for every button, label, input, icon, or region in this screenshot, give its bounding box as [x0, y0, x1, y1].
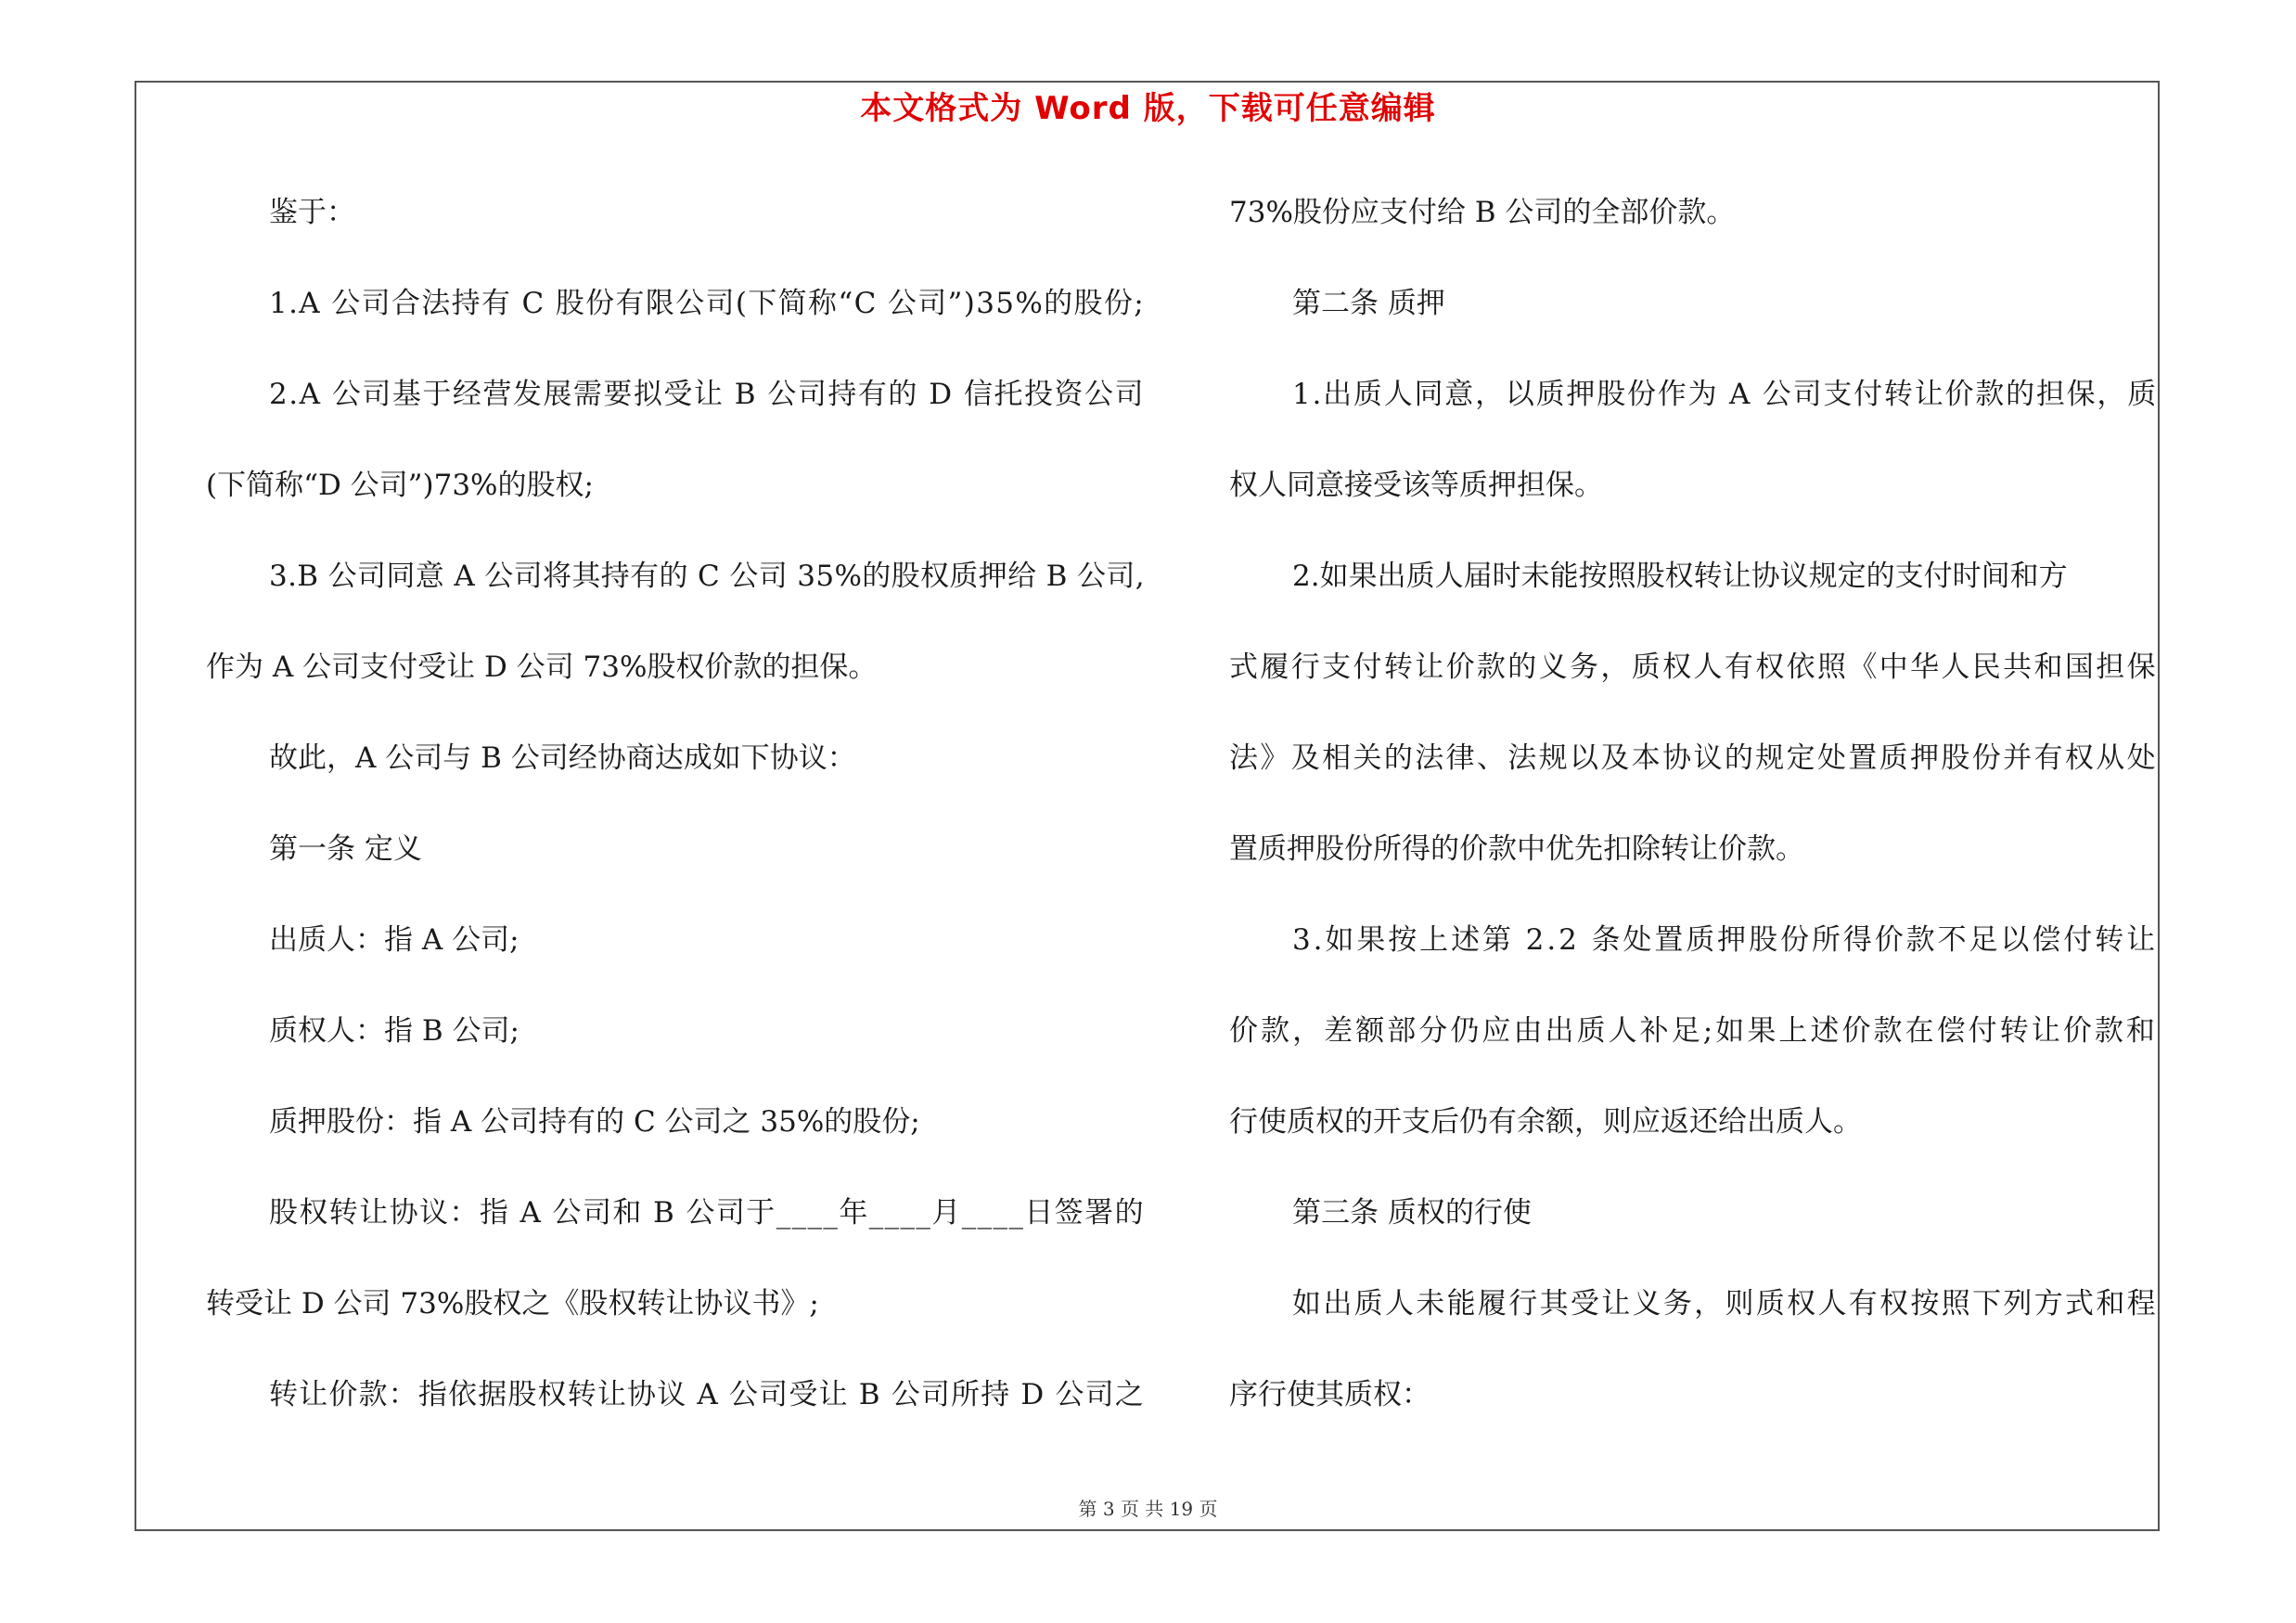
text-line: 股权转让协议：指 A 公司和 B 公司于____年____月____日签署的 — [269, 1196, 1145, 1230]
text-line: 1.出质人同意，以质押股份作为 A 公司支付转让价款的担保，质 — [1292, 378, 2158, 411]
right-text-column — [1229, 185, 2158, 1458]
text-line: 1.A 公司合法持有 C 股份有限公司(下简称“C 公司”)35%的股份; — [269, 287, 1145, 320]
text-line: 转受让 D 公司 73%股权之《股权转让协议书》; — [206, 1287, 819, 1320]
format-notice-banner: 本文格式为 Word 版，下载可任意编辑 — [860, 90, 1436, 127]
text-line: 第一条 定义 — [269, 832, 422, 866]
text-line: 2.A 公司基于经营发展需要拟受让 B 公司持有的 D 信托投资公司 — [269, 378, 1145, 411]
text-line: 置质押股份所得的价款中优先扣除转让价款。 — [1229, 832, 1804, 866]
text-line: 第二条 质押 — [1292, 287, 1445, 320]
text-line: 权人同意接受该等质押担保。 — [1229, 469, 1603, 502]
left-text-column — [206, 185, 1145, 1458]
text-line: 故此，A 公司与 B 公司经协商达成如下协议： — [269, 741, 856, 775]
text-line: 出质人：指 A 公司; — [269, 923, 519, 957]
text-line: 鉴于： — [269, 196, 355, 229]
text-line: 3.B 公司同意 A 公司将其持有的 C 公司 35%的股权质押给 B 公司, — [269, 560, 1145, 593]
text-line: 如出质人未能履行其受让义务，则质权人有权按照下列方式和程 — [1292, 1287, 2158, 1320]
text-line: 73%股份应支付给 B 公司的全部价款。 — [1229, 196, 1736, 229]
text-line: 质押股份：指 A 公司持有的 C 公司之 35%的股份; — [269, 1105, 920, 1139]
text-line: 序行使其质权： — [1229, 1378, 1430, 1411]
text-line: 法》及相关的法律、法规以及本协议的规定处置质押股份并有权从处 — [1229, 741, 2158, 775]
text-line: 转让价款：指依据股权转让协议 A 公司受让 B 公司所持 D 公司之 — [269, 1378, 1145, 1411]
text-line: 第三条 质权的行使 — [1292, 1196, 1532, 1230]
page-number-footer: 第 3 页 共 19 页 — [1078, 1498, 1218, 1520]
text-line: 行使质权的开支后仍有余额，则应返还给出质人。 — [1229, 1105, 1862, 1139]
text-line: 2.如果出质人届时未能按照股权转让协议规定的支付时间和方 — [1292, 560, 2068, 593]
text-line: (下简称“D 公司”)73%的股权; — [206, 469, 594, 502]
text-line: 质权人：指 B 公司; — [269, 1014, 519, 1048]
text-line: 式履行支付转让价款的义务，质权人有权依照《中华人民共和国担保 — [1229, 650, 2158, 684]
text-line: 作为 A 公司支付受让 D 公司 73%股权价款的担保。 — [206, 650, 878, 684]
text-line: 3.如果按上述第 2.2 条处置质押股份所得价款不足以偿付转让 — [1292, 923, 2158, 957]
text-line: 价款，差额部分仍应由出质人补足;如果上述价款在偿付转让价款和 — [1229, 1014, 2158, 1048]
